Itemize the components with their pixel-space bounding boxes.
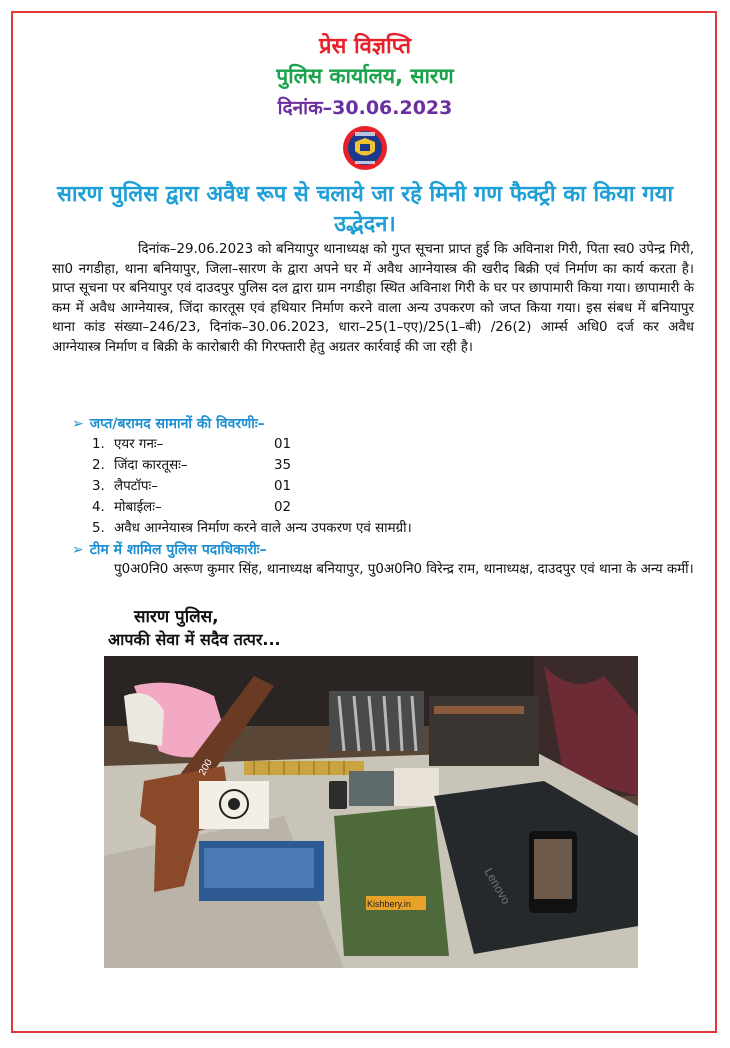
slogan-line-1: सारण पुलिस, (134, 607, 219, 627)
body-text: दिनांक–29.06.2023 को बनियापुर थानाध्यक्ष को गुप्त सूचना प्राप्त हुई कि अविनाश गिरी, पिता स्व0 उपेन्द्र गिरी, सा0 नगडीहा, थाना बनियापुर, जिला–सारण के द्वारा अपने घर में अवैध आग्नेयास्त्र की खरीद बिक्री एवं निर्माण का कार्य करता है। प्राप्त सूचना पर बनियापुर एवं दाउदपुर पुलिस दल द्वारा ग्राम नगडीहा स्थित अविनाश गिरी के घर पर छापामारी किया गया। छापामारी के कम में अवैध आग्नेयास्त्र, जिंदा कारतूस एवं हथियार निर्माण करने वाला अन्य उपकरण को जप्त किया गया। इस संबध में बनियापुर थाना कांड संख्या–246/23, दिनांक–30.06.2023, धारा–25(1–एए)/25(1–बी) /26(2) आर्म्स अधि0 दर्ज कर अवैध आग्नेयास्त्र निर्माण व बिक्री के कारोबारी की गिरफ्तारी हेतु अग्रतर कार्रवाई की जा रही है। (52, 242, 694, 355)
seized-items-list (92, 434, 412, 539)
item-number: 2. (92, 458, 105, 473)
team-members (92, 560, 694, 580)
item-number: 3. (92, 479, 105, 494)
team-heading (72, 540, 267, 559)
laptop-brand-text: Lenovo (481, 865, 514, 907)
release-date: दिनांक–30.06.2023 (277, 97, 453, 119)
team-text: पु0अ0नि0 अरूण कुमार सिंह, थानाध्यक्ष बनियापुर, पु0अ0नि0 विरेन्द्र राम, थानाध्यक्ष, दाउदपुर एवं थाना के अन्य कर्मी। (114, 562, 694, 577)
headline: सारण पुलिस द्वारा अवैध रूप से चलाये जा रहे मिनी गण फैक्ट्री का किया गया उद्भेदन। (56, 182, 674, 237)
item-quantity: 02 (274, 500, 292, 515)
press-release-title: प्रेस विज्ञप्ति (318, 34, 412, 59)
list-item (92, 518, 412, 539)
item-label: मोबाईलः– (114, 500, 162, 515)
item-number: 5. (92, 521, 105, 536)
arrow-bullet-icon: ➢ (72, 542, 84, 558)
item-number: 4. (92, 500, 105, 515)
list-item (92, 497, 412, 518)
bihar-police-emblem-icon (341, 124, 389, 172)
seized-items-photo (104, 656, 638, 968)
item-label: लैपटॉपः– (114, 479, 158, 494)
list-item (92, 476, 412, 497)
body-paragraph (52, 240, 694, 358)
item-number: 1. (92, 437, 105, 452)
team-heading-text: टीम में शामिल पुलिस पदाधिकारीः– (89, 542, 267, 558)
gun-marking-text: 200 (197, 757, 215, 778)
seized-items-heading (72, 414, 265, 433)
item-label: एयर गनः– (114, 437, 164, 452)
list-item (92, 455, 412, 476)
item-quantity: 01 (274, 479, 292, 494)
arrow-bullet-icon: ➢ (72, 416, 84, 432)
book-title-text: Kishbery.in (367, 899, 411, 909)
item-quantity: 01 (274, 437, 292, 452)
list-item (92, 434, 412, 455)
slogan-line-2: आपकी सेवा में सदैव तत्पर... (108, 630, 281, 649)
item-label: अवैध आग्नेयास्त्र निर्माण करने वाले अन्य उपकरण एवं सामग्री। (114, 521, 412, 536)
item-label: जिंदा कारतूसः– (114, 458, 188, 473)
office-name: पुलिस कार्यालय, सारण (276, 64, 454, 88)
seized-heading-text: जप्त/बरामद सामानों की विवरणीः– (89, 416, 265, 432)
item-quantity: 35 (274, 458, 292, 473)
